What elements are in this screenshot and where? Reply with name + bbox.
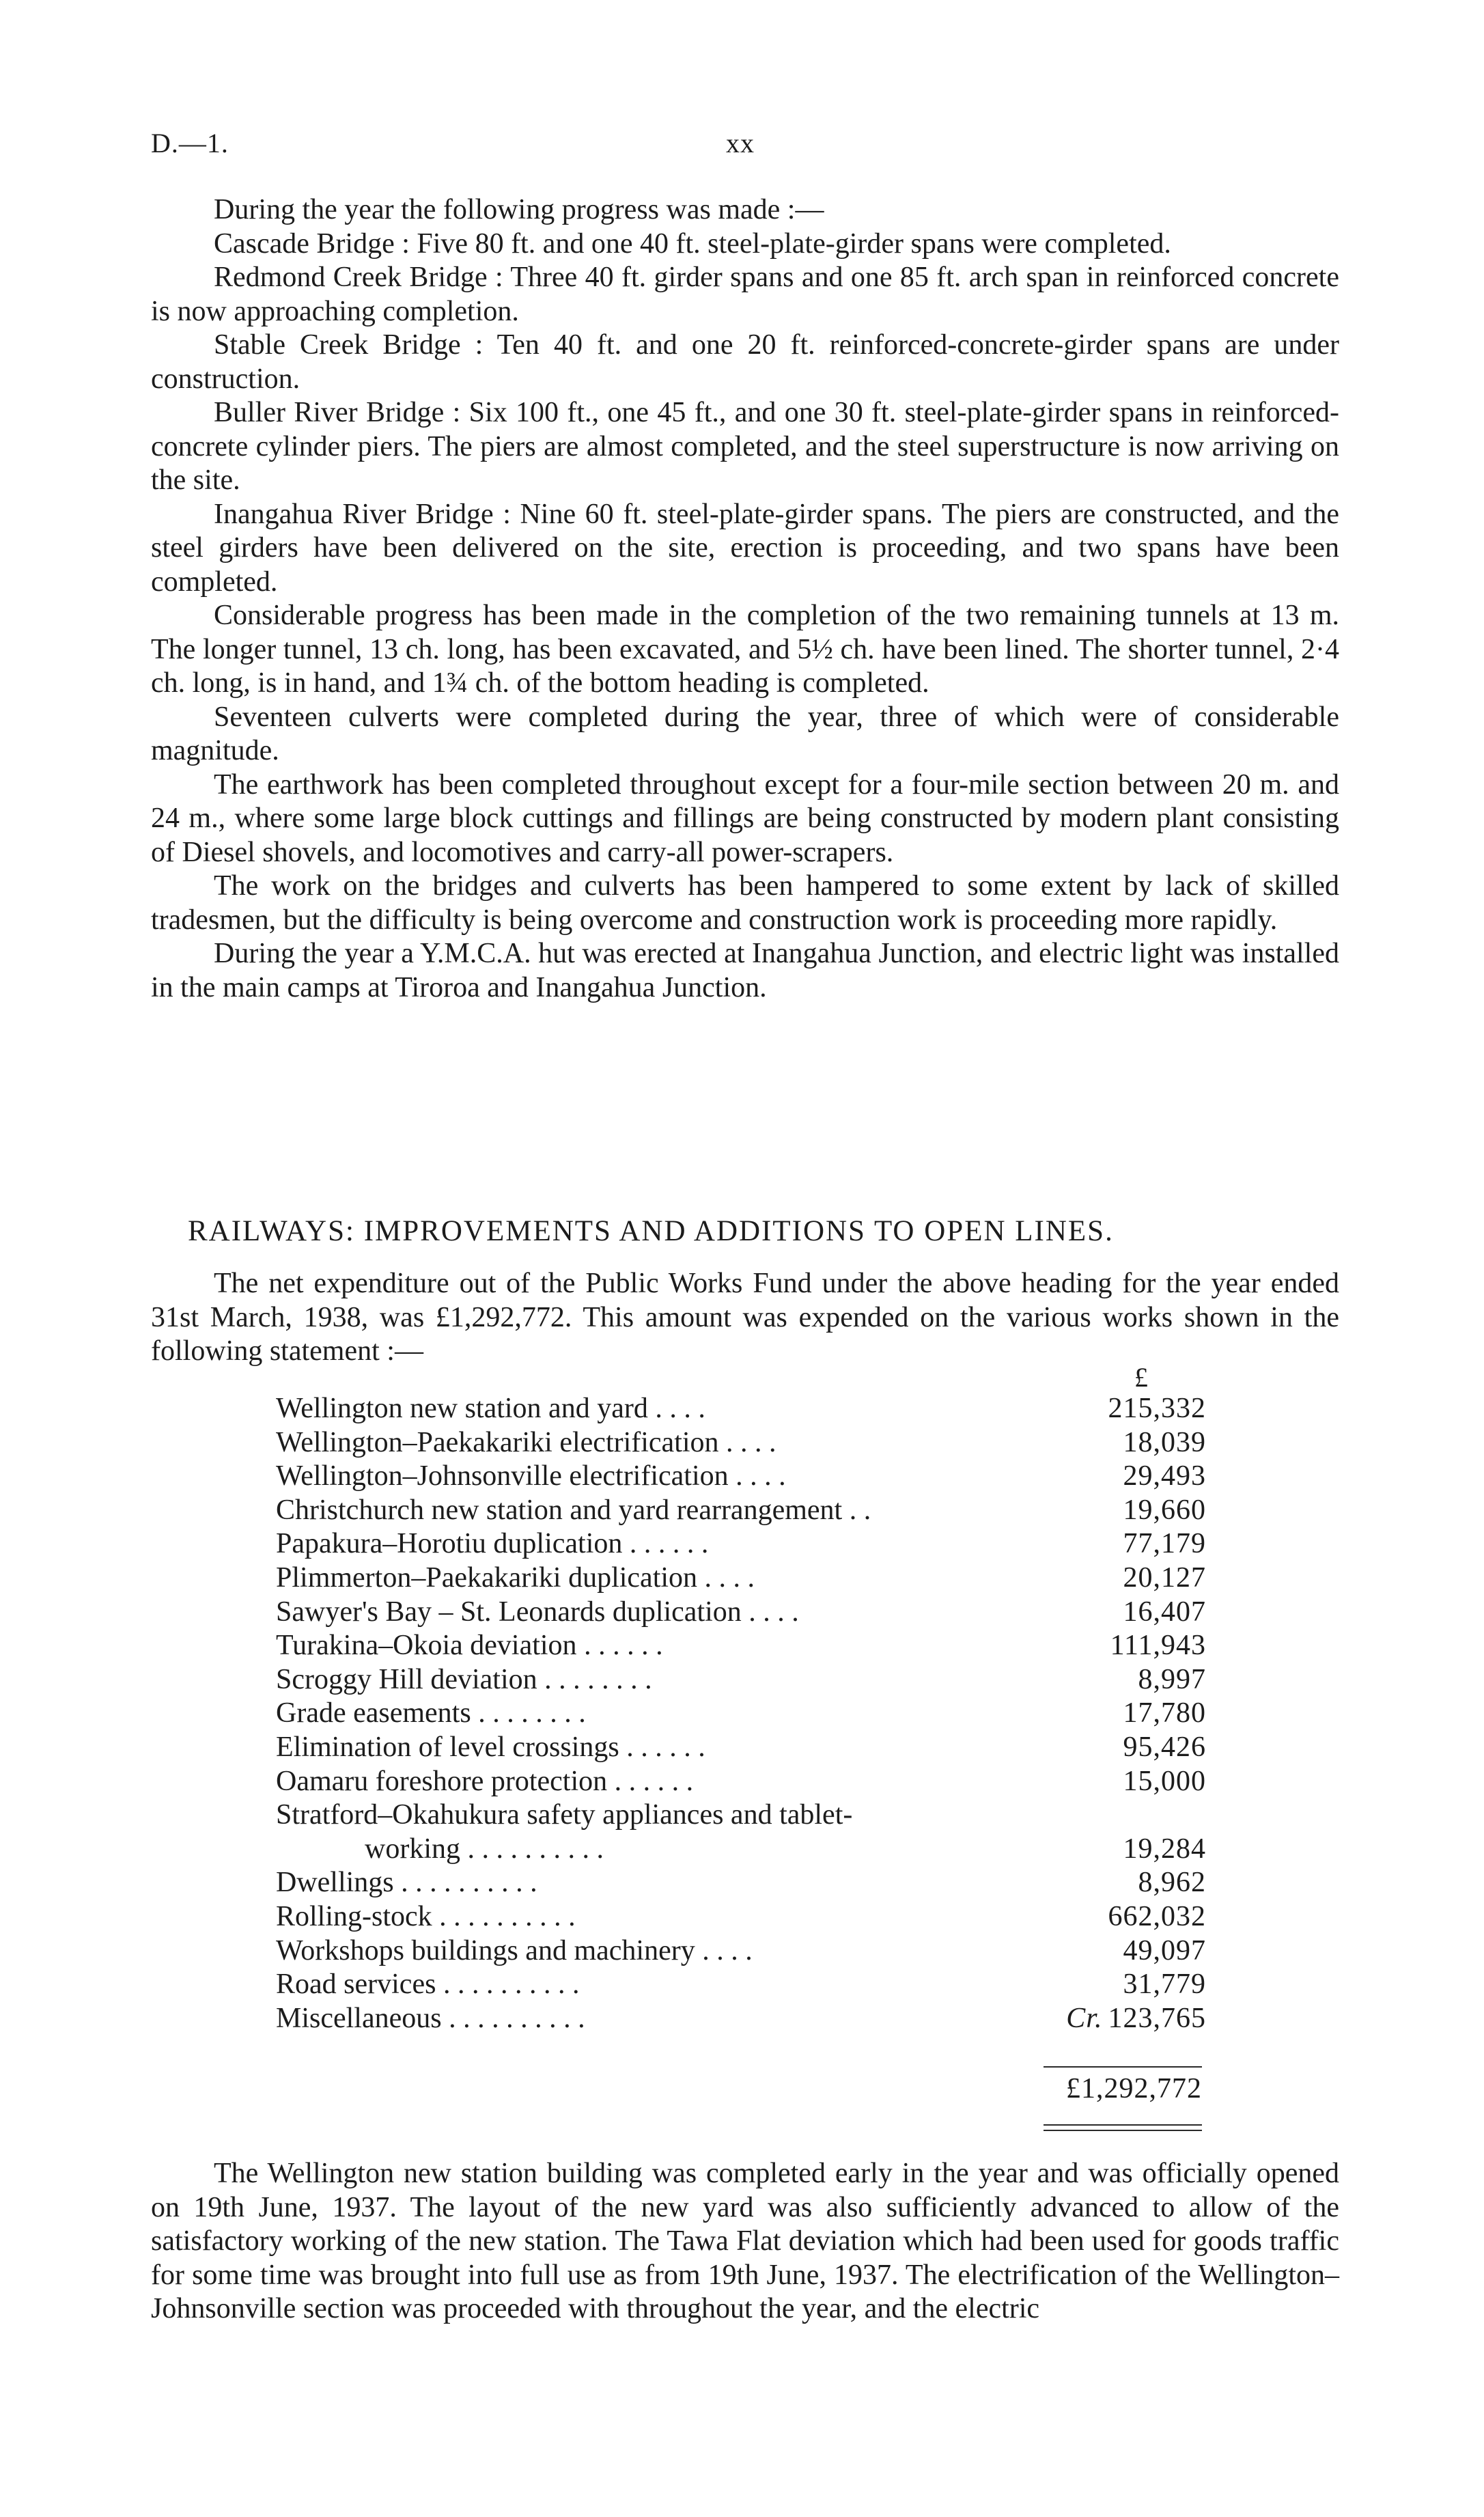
- item-amount: 111,943: [1110, 1630, 1206, 1662]
- item-amount: 18,039: [1123, 1426, 1206, 1458]
- table-row: [276, 1731, 1206, 1765]
- item-amount: 19,660: [1123, 1494, 1206, 1526]
- table-row: [276, 1392, 1206, 1426]
- item-amount: 29,493: [1123, 1460, 1206, 1492]
- section-heading: RAILWAYS: IMPROVEMENTS AND ADDITIONS TO OPEN LINES.: [188, 1215, 1114, 1247]
- item-label: Wellington–Paekakariki electrification: [276, 1426, 719, 1458]
- item-label-continued: working: [365, 1833, 460, 1865]
- table-row: [276, 1798, 1206, 1833]
- item-amount: 77,179: [1123, 1528, 1206, 1560]
- paragraph: During the year the following progress was made :—: [214, 194, 824, 225]
- table-row: [276, 1866, 1206, 1900]
- paragraph: Inangahua River Bridge : Nine 60 ft. steel-plate-girder spans. The piers are constructed, and the steel girders have been delivered on the site, erection is proceeding, and two spans have been completed.: [151, 498, 1339, 598]
- item-label: Road services: [276, 1969, 436, 2001]
- expenditure-table: [276, 1392, 1206, 2035]
- paragraph: The work on the bridges and culverts has been hampered to some extent by lack of skilled tradesmen, but the difficulty is being overcome and construction work is proceeding more rapidly.: [151, 870, 1339, 936]
- paragraph: The Wellington new station building was completed early in the year and was officially opened on 19th June, 1937. The layout of the new yard was also sufficiently advanced to allow of the satisfactory working of the new station. The Tawa Flat deviation which had been used for goods traffic for some time was brought into full use as from 19th June, 1937. The electrification of the Wellington–Johnsonville section was proceeded with throughout the year, and the electric: [151, 2158, 1339, 2324]
- item-amount: 31,779: [1123, 1969, 1206, 2001]
- table-row: [276, 1460, 1206, 1494]
- table-row: [276, 1697, 1206, 1731]
- item-label: Christchurch new station and yard rearrangement: [276, 1494, 843, 1526]
- paragraph: Seventeen culverts were completed during the year, three of which were of considerable magnitude.: [151, 701, 1339, 766]
- item-label: Rolling-stock: [276, 1900, 432, 1932]
- table-row: [276, 1663, 1206, 1697]
- dot-leader: . . . . . . . . . .: [441, 2002, 585, 2034]
- item-amount: 95,426: [1123, 1731, 1206, 1763]
- table-row: [276, 1765, 1206, 1799]
- item-amount: 8,962: [1138, 1867, 1206, 1899]
- dot-leader: . . . .: [741, 1596, 799, 1628]
- dot-leader: . . . . . . . .: [471, 1697, 586, 1729]
- item-amount: 20,127: [1123, 1561, 1206, 1594]
- dot-leader: . . . . . . . . . .: [393, 1867, 537, 1899]
- item-amount: 215,332: [1108, 1393, 1206, 1424]
- table-row: [276, 1527, 1206, 1561]
- item-label: Elimination of level crossings: [276, 1731, 619, 1763]
- paragraph: Stable Creek Bridge : Ten 40 ft. and one 20 ft. reinforced-concrete-girder spans are under construction.: [151, 329, 1339, 395]
- table-row: [276, 1561, 1206, 1596]
- item-label: Sawyer's Bay – St. Leonards duplication: [276, 1596, 742, 1628]
- table-row: [276, 1968, 1206, 2002]
- dot-leader: . . . .: [728, 1460, 786, 1492]
- item-label: Wellington new station and yard: [276, 1393, 648, 1424]
- item-label: Turakina–Okoia deviation: [276, 1630, 577, 1662]
- subtotal-rule: [1044, 2066, 1202, 2068]
- item-amount: 8,997: [1138, 1663, 1206, 1695]
- currency-header: £: [1134, 1362, 1148, 1393]
- item-label: Oamaru foreshore protection: [276, 1765, 608, 1797]
- paragraph: The earthwork has been completed throughout except for a four-mile section between 20 m. and 24 m., where some large block cuttings and fillings are being constructed by modern plant consisting of Diesel shovels, and locomotives and carry-all power-scrapers.: [151, 768, 1339, 868]
- amount-value: 123,765: [1108, 2002, 1206, 2034]
- dot-leader: . . . .: [697, 1561, 755, 1594]
- section-intro: [151, 1267, 1339, 1369]
- dot-leader: . . . .: [718, 1426, 776, 1458]
- item-amount: 17,780: [1123, 1697, 1206, 1729]
- paragraph: Buller River Bridge : Six 100 ft., one 45 ft., and one 30 ft. steel-plate-girder spans in reinforced-concrete cylinder piers. The piers are almost completed, and the steel superstructure is now arriving on the site.: [151, 397, 1339, 496]
- item-amount: 49,097: [1123, 1934, 1206, 1966]
- dot-leader: . . . . . .: [622, 1528, 709, 1560]
- item-amount: 662,032: [1108, 1900, 1206, 1932]
- table-row: [276, 2002, 1206, 2036]
- paragraph: Redmond Creek Bridge : Three 40 ft. girder spans and one 85 ft. arch span in reinforced concrete is now approaching completion.: [151, 262, 1339, 327]
- dot-leader: . . . . . . . . . .: [460, 1833, 604, 1865]
- table-row: [276, 1494, 1206, 1528]
- paragraph: Considerable progress has been made in the completion of the two remaining tunnels at 13 m. The longer tunnel, 13 ch. long, has been excavated, and 5½ ch. have been lined. The shorter tunnel, 2·4 ch. long, is in hand, and 1¾ ch. of the bottom heading is completed.: [151, 600, 1339, 699]
- dot-leader: . . . . . .: [619, 1731, 705, 1763]
- paragraph: Cascade Bridge : Five 80 ft. and one 40 ft. steel-plate-girder spans were completed.: [214, 227, 1171, 260]
- table-row: [276, 1934, 1206, 1969]
- dot-leader: . . . .: [647, 1393, 705, 1424]
- closing-section: [151, 2157, 1339, 2326]
- dot-leader: . . . .: [695, 1934, 753, 1966]
- item-label: Grade easements: [276, 1697, 471, 1729]
- item-amount: [1049, 2002, 1206, 2036]
- paragraph: The net expenditure out of the Public Works Fund under the above heading for the year ended 31st March, 1938, was £1,292,772. This amount was expended on the various works shown in the following statement :—: [151, 1268, 1339, 1367]
- item-label: Plimmerton–Paekakariki duplication: [276, 1561, 698, 1594]
- item-amount: 15,000: [1123, 1765, 1206, 1797]
- dot-leader: . . . . . .: [576, 1630, 663, 1662]
- table-row: [276, 1596, 1206, 1630]
- dot-leader: . . . . . .: [607, 1765, 694, 1797]
- page-number: xx: [726, 128, 755, 158]
- item-label: Papakura–Horotiu duplication: [276, 1528, 623, 1560]
- item-amount: 16,407: [1123, 1596, 1206, 1628]
- table-row: [276, 1426, 1206, 1460]
- dot-leader: . . . . . . . . . .: [436, 1969, 580, 2001]
- item-label: Workshops buildings and machinery: [276, 1934, 695, 1966]
- statement-total: £1,292,772: [1066, 2073, 1202, 2104]
- item-label: Miscellaneous: [276, 2002, 442, 2034]
- total-double-rule-bottom: [1044, 2130, 1202, 2131]
- table-row: [276, 1833, 1206, 1867]
- page-code: D.—1.: [151, 128, 229, 158]
- table-row: [276, 1629, 1206, 1663]
- dot-leader: . . . . . . . . . .: [432, 1900, 576, 1932]
- item-amount: 19,284: [1123, 1833, 1206, 1865]
- item-label: Stratford–Okahukura safety appliances and tablet-: [276, 1799, 853, 1831]
- item-label: Dwellings: [276, 1867, 394, 1899]
- table-row: [276, 1900, 1206, 1934]
- item-label: Wellington–Johnsonville electrification: [276, 1460, 729, 1492]
- progress-section: [151, 193, 1339, 1005]
- total-double-rule-top: [1044, 2124, 1202, 2126]
- dot-leader: . .: [842, 1494, 871, 1526]
- paragraph: During the year a Y.M.C.A. hut was erected at Inangahua Junction, and electric light was installed in the main camps at Tiroroa and Inangahua Junction.: [151, 938, 1339, 1003]
- dot-leader: . . . . . . . .: [537, 1663, 652, 1695]
- credit-marker: Cr.: [1066, 2002, 1103, 2034]
- item-label: Scroggy Hill deviation: [276, 1663, 537, 1695]
